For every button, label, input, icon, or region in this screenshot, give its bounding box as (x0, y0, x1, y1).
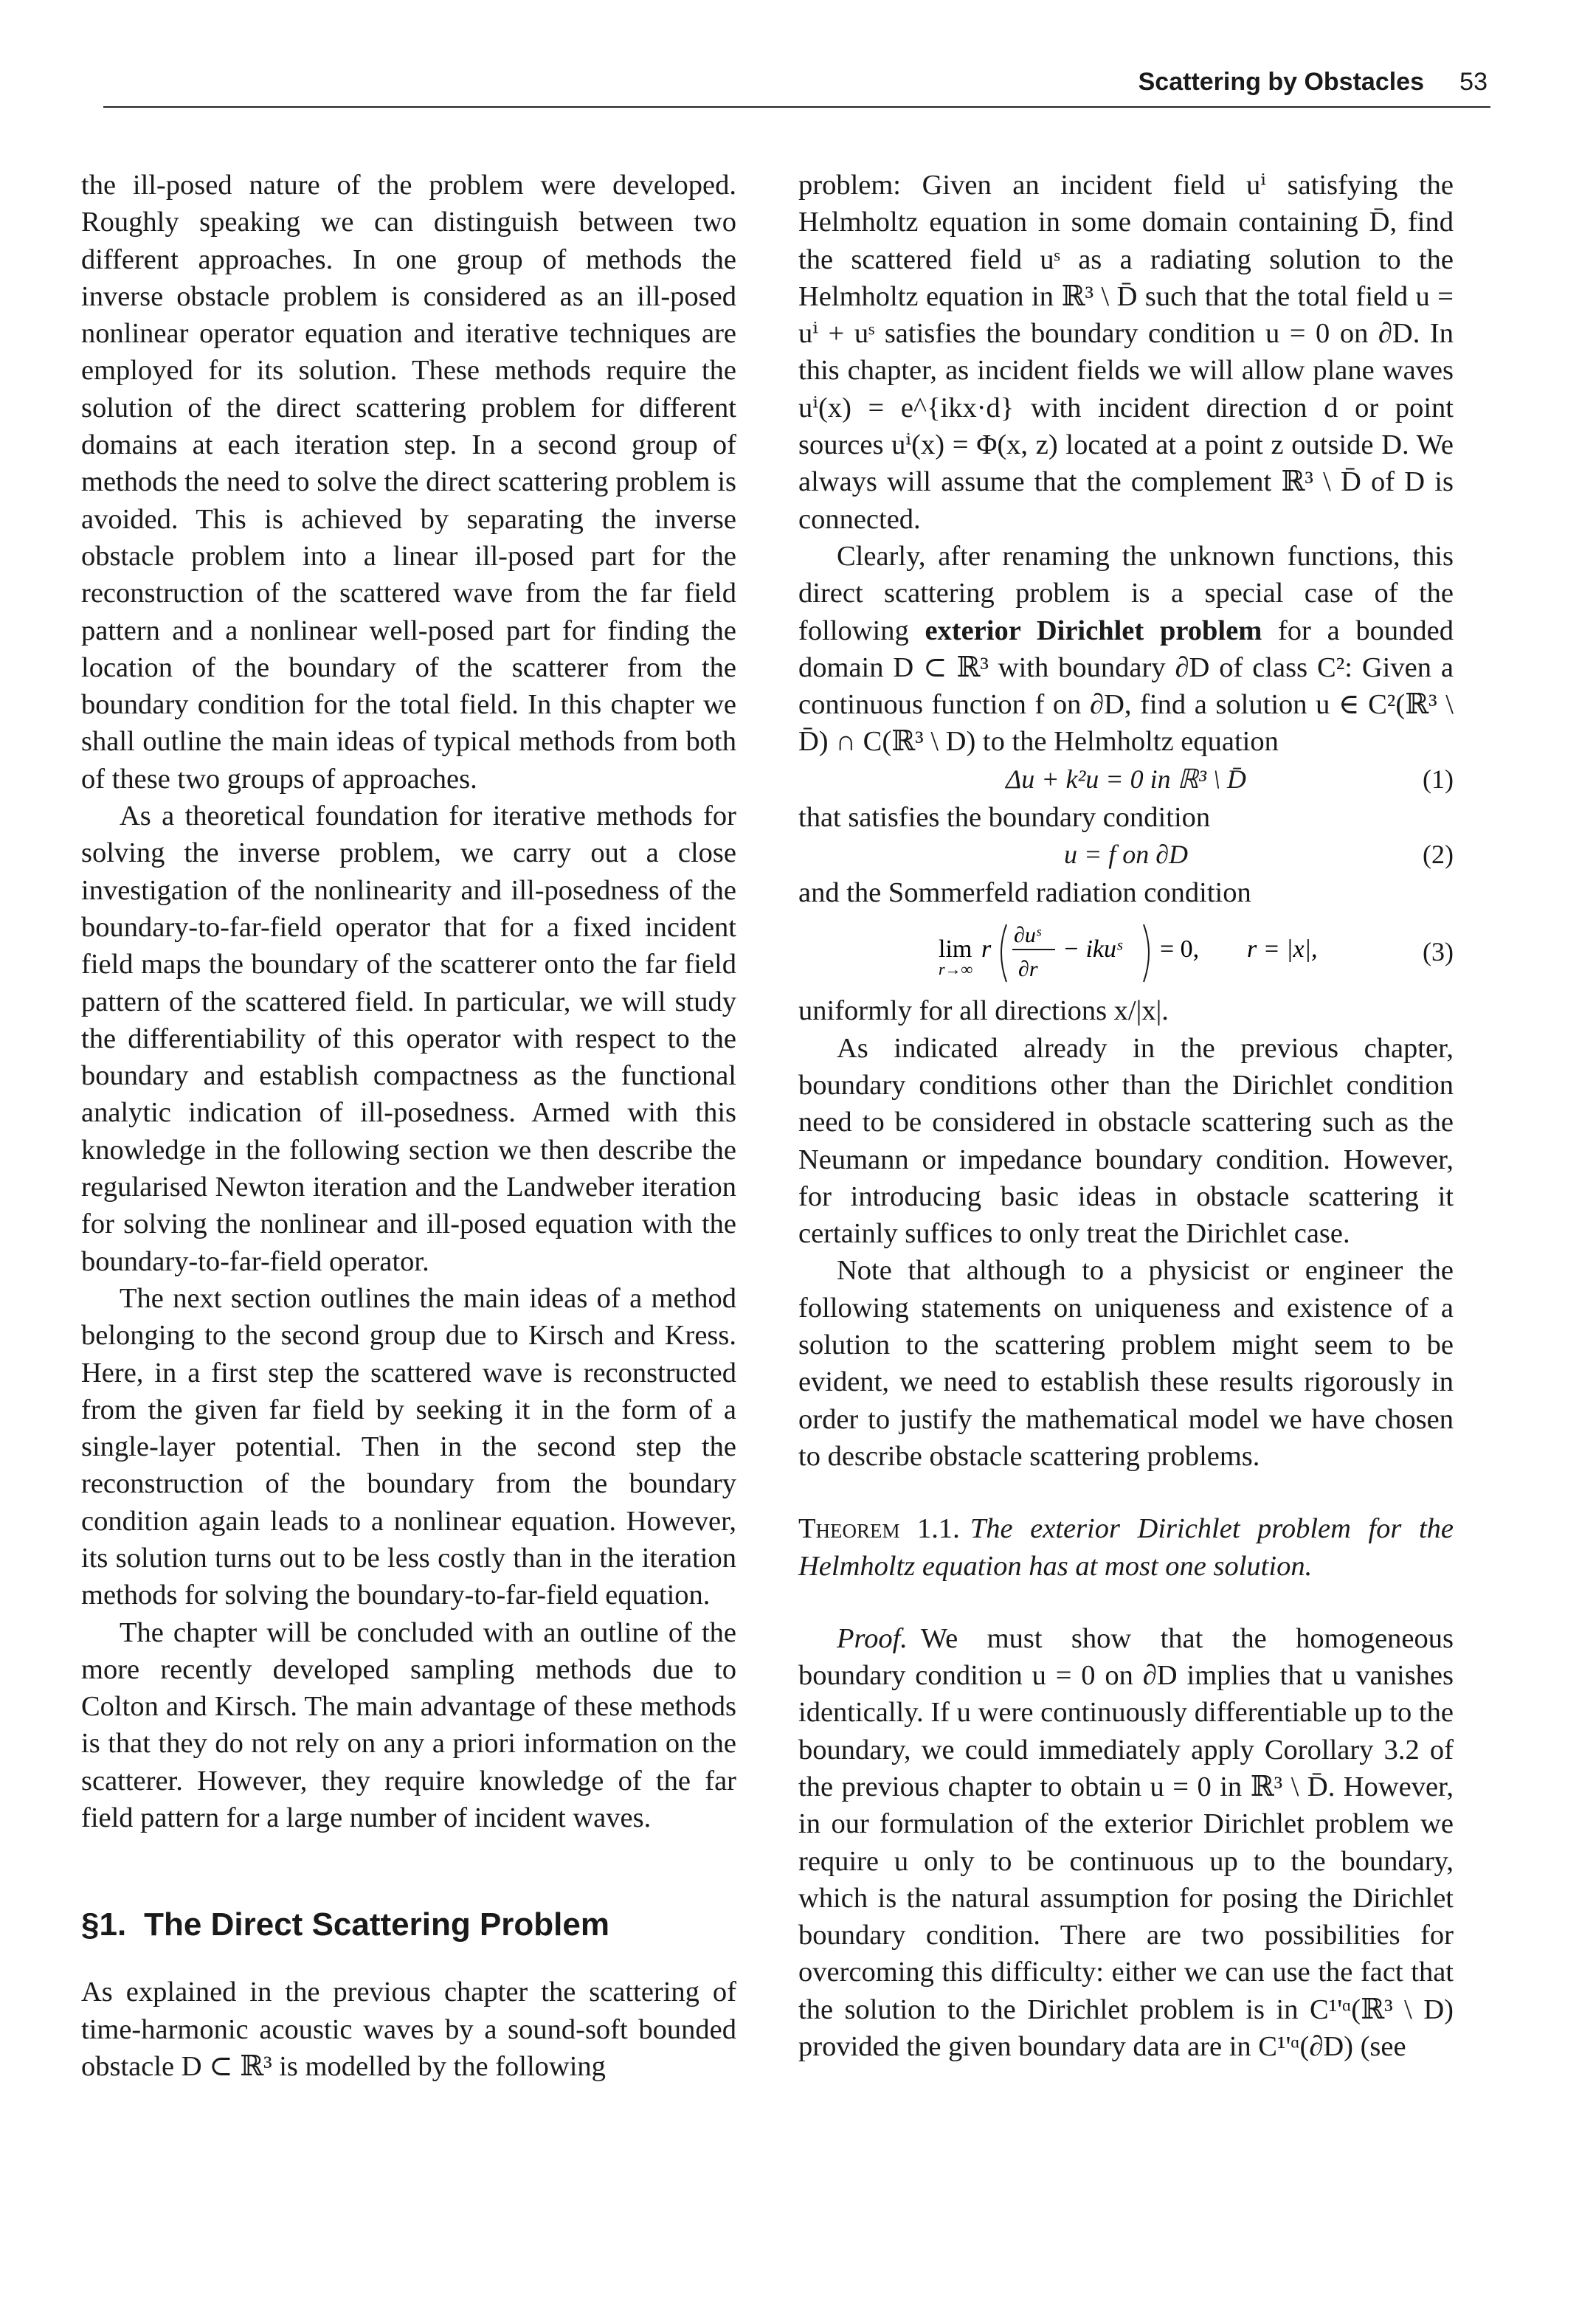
equation-1 (798, 761, 1454, 799)
paragraph: that satisfies the boundary condition (798, 801, 1211, 833)
proof-paragraph (798, 1620, 1454, 2066)
paragraph (798, 538, 1454, 761)
limit-operator: lim (939, 936, 972, 964)
theorem-1-1 (798, 1510, 1454, 1585)
paragraph: Note that although to a physicist or engineer the following statements on uniqueness and existence of a solution to the scattering problem might seem to be evident, we need to establish these results rigorously in order to justify the mathematical model we have chosen to describe obstacle scattering problems. (798, 1255, 1454, 1472)
running-header (103, 63, 1490, 108)
sommerfeld-condition-formula (798, 911, 1454, 992)
paragraph: the ill-posed nature of the problem were developed. Roughly speaking we can distinguish between two different approaches. In one group of methods the inverse obstacle problem is considered as an ill-posed nonlinear operator equation and iterative techniques are employed for its solution. These methods require the solution of the direct scattering problem for different domains at each iteration step. In a second group of methods the need to solve the direct scattering problem is avoided. This is achieved by separating the inverse obstacle problem into a linear ill-posed part for the reconstruction of the scattered wave from the far field pattern and a nonlinear well-posed part for finding the location of the boundary of the scatterer from the boundary condition for the total field. In this chapter we shall outline the main ideas of typical methods from both of these two groups of approaches. (81, 170, 736, 795)
equation-body: Δu + k²u = 0 in ℝ³ \ D̄ (1006, 764, 1246, 794)
equation-3 (798, 911, 1454, 992)
radial-condition: r = |x|, (1247, 936, 1318, 964)
derivative-numerator: ∂uˢ (1014, 923, 1041, 948)
section-title: The Direct Scattering Problem (144, 1906, 609, 1943)
equation-number: (3) (1423, 937, 1454, 967)
running-title: Scattering by Obstacles (1138, 68, 1424, 96)
right-paren (1144, 924, 1149, 982)
factor-r: r (981, 936, 992, 964)
paragraph-text: for a bounded domain D ⊂ ℝ³ with boundary ∂D of class C²: Given a continuous function f on ∂D, find a solution u ∈ C²(ℝ³ \ D̄) ∩ C(ℝ³ \ D) to the Helmholtz equation (798, 615, 1454, 758)
equation-2 (798, 836, 1454, 874)
section-number: §1. (81, 1906, 127, 1943)
theorem-statement: The exterior Dirichlet problem for the Helmholtz equation has at most one solution. (798, 1513, 1454, 1582)
paragraph: As indicated already in the previous chapter, boundary conditions other than the Dirichlet condition need to be considered in obstacle scattering such as the Neumann or impedance boundary condition. However, for introducing basic ideas in obstacle scattering it certainly suffices to only treat the Dirichlet case. (798, 1032, 1454, 1250)
left-paren (1001, 924, 1006, 982)
page-number: 53 (1459, 68, 1488, 96)
paragraph: problem: Given an incident field uⁱ satisfying the Helmholtz equation in some domain containing D̄, find the scattered field uˢ as a radiating solution to the Helmholtz equation in ℝ³ \ D̄ such that the total field u = uⁱ + uˢ satisfies the boundary condition u = 0 on ∂D. In this chapter, as incident fields we will allow plane waves uⁱ(x) = e^{ikx·d} with incident direction d or point sources uⁱ(x) = Φ(x, z) located at a point z outside D. We always will assume that the complement ℝ³ \ D̄ of D is connected. (798, 170, 1454, 535)
paragraph: As explained in the previous chapter the scattering of time-harmonic acoustic waves by a sound-soft bounded obstacle D ⊂ ℝ³ is modelled by the following (81, 1977, 736, 2082)
equation-body: u = f on ∂D (1063, 840, 1189, 870)
defined-term: exterior Dirichlet problem (925, 615, 1262, 646)
equals-zero: = 0, (1160, 936, 1200, 964)
paragraph: and the Sommerfeld radiation condition (798, 877, 1251, 909)
paragraph: As a theoretical foundation for iterative methods for solving the inverse problem, we carry out a close investigation of the nonlinearity and ill-posedness of the boundary-to-far-field operator that for a fixed incident field maps the boundary of the scatterer onto the far field pattern of the scattered field. In particular, we will study the differentiability of this operator with respect to the boundary and establish compactness as the functional analytic indication of ill-posedness. Armed with this knowledge in the following section we then describe the regularised Newton iteration and the Landweber iteration for solving the nonlinear and ill-posed equation with the boundary-to-far-field operator. (81, 800, 736, 1277)
equation-number: (2) (1423, 840, 1454, 870)
equation-number: (1) (1423, 764, 1454, 794)
theorem-label: Theorem 1.1. (798, 1513, 960, 1545)
derivative-denominator: ∂r (1018, 957, 1038, 982)
proof-label: Proof. (837, 1622, 908, 1654)
paragraph-text: Clearly, after renaming the unknown functions, this direct scattering problem is a special case of the following (798, 540, 1454, 646)
left-column (81, 167, 736, 2085)
proof-text: We must show that the homogeneous boundary condition u = 0 on ∂D implies that u vanishes identically. If u were continuously differentiable up to the boundary, we could immediately apply Corollary 3.2 of the previous chapter to obtain u = 0 in ℝ³ \ D̄. However, in our formulation of the exterior Dirichlet problem we require u only to be continuous up to the boundary, which is the natural assumption for posing the Dirichlet boundary condition. There are two possibilities for overcoming this difficulty: either we can use the fact that the solution to the Dirichlet problem is in C¹'ᵅ(ℝ³ \ D) provided the given boundary data are in C¹'ᵅ(∂D) (see (798, 1622, 1454, 2063)
section-heading (81, 1904, 736, 1946)
right-column (798, 167, 1454, 2065)
paragraph: uniformly for all directions x/|x|. (798, 995, 1169, 1027)
paragraph: The chapter will be concluded with an outline of the more recently developed sampling methods due to Colton and Kirsch. The main advantage of these methods is that they do not rely on any a priori information on the scatterer. However, they require knowledge of the far field pattern for a large number of incident waves. (81, 1616, 736, 1834)
limit-subscript: r→∞ (939, 960, 973, 979)
wave-term: − ikuˢ (1063, 936, 1122, 964)
paragraph: The next section outlines the main ideas of a method belonging to the second group due to Kirsch and Kress. Here, in a first step the scattered wave is reconstructed from the given far field by seeking it in the form of a single-layer potential. Then in the second step the reconstruction of the boundary from the boundary condition again leads to a nonlinear equation. However, its solution turns out to be less costly than in the iteration methods for solving the boundary-to-far-field equation. (81, 1282, 736, 1611)
